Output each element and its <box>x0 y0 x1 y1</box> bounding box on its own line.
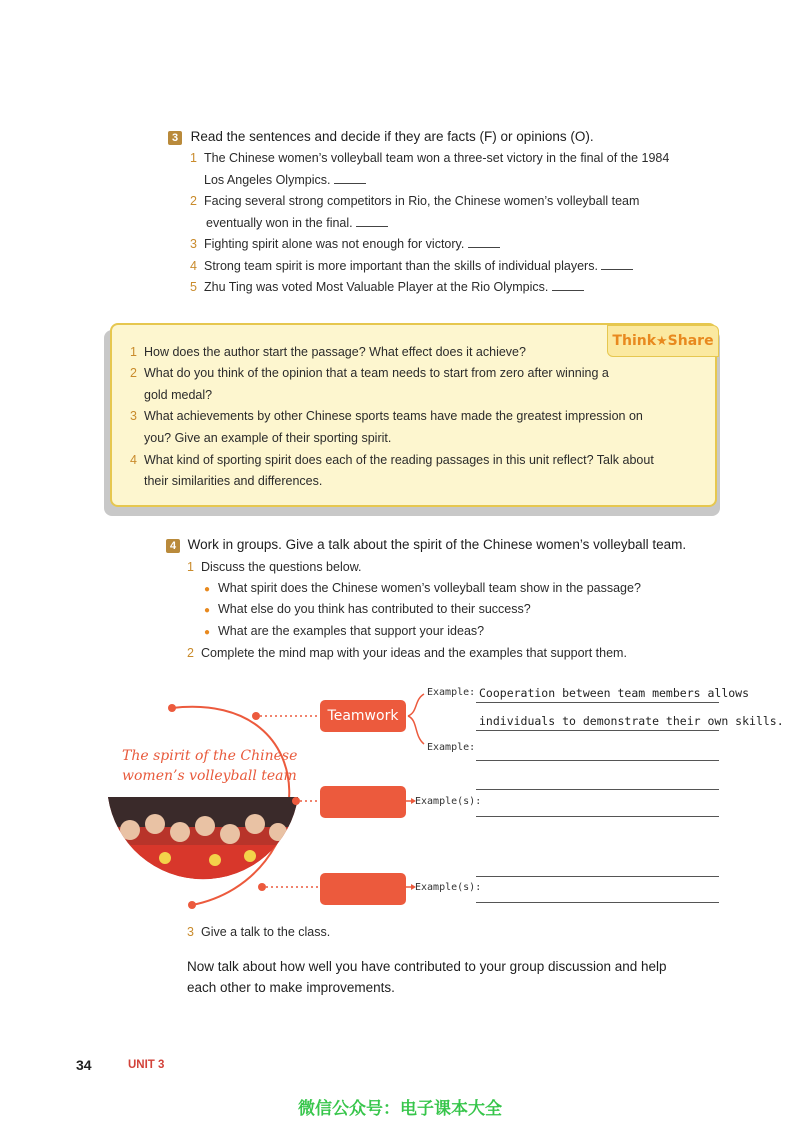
example-answer-line-2: individuals to demonstrate their own skills. <box>479 714 784 728</box>
fact-opinion-item-2-cont: eventually won in the final. <box>206 215 388 231</box>
bullet-1: ● What spirit does the Chinese women’s volleyball team show in the passage? <box>204 580 641 598</box>
answer-rule[interactable] <box>476 760 719 761</box>
bullet-icon: ● <box>204 584 211 595</box>
step-3: 3 Give a talk to the class. <box>187 925 331 939</box>
think-share-item-4-cont: their similarities and differences. <box>144 474 323 488</box>
fact-opinion-item-2: 2 Facing several strong competitors in Rio, the Chinese women’s volleyball team <box>190 194 640 208</box>
example-label: Example: <box>427 687 476 698</box>
blank-node-3[interactable] <box>320 873 406 905</box>
think-share-item-3-cont: you? Give an example of their sporting spirit. <box>144 431 392 445</box>
examples-label: Example(s): <box>415 882 482 893</box>
bullet-3: ● What are the examples that support your ideas? <box>204 623 484 641</box>
section-3-instruction: Read the sentences and decide if they are facts (F) or opinions (O). <box>190 129 594 144</box>
think-share-item-1: 1 How does the author start the passage? What effect does it achieve? <box>130 345 526 359</box>
answer-rule[interactable] <box>476 876 719 877</box>
teamwork-node: Teamwork <box>320 700 406 732</box>
mind-map-center-title: The spirit of the Chinese women’s volleyball team <box>122 748 298 784</box>
blank-node-2[interactable] <box>320 786 406 818</box>
answer-rule[interactable] <box>476 816 719 817</box>
section-4-instruction: Work in groups. Give a talk about the spirit of the Chinese women’s volleyball team. <box>187 537 687 552</box>
think-share-item-2-cont: gold medal? <box>144 388 213 402</box>
step-1: 1 Discuss the questions below. <box>187 560 362 574</box>
bullet-icon: ● <box>204 605 211 616</box>
answer-rule <box>476 730 719 731</box>
bullet-icon: ● <box>204 627 211 638</box>
answer-rule <box>476 702 719 703</box>
fact-opinion-item-1: 1 The Chinese women’s volleyball team won a three-set victory in the final of the 1984 <box>190 151 670 165</box>
example-answer-line-1: Cooperation between team members allows <box>479 686 750 700</box>
section-4-badge: 4 <box>166 539 180 553</box>
team-photo <box>108 797 298 900</box>
lightbulb-icon: ★ <box>656 334 668 349</box>
fact-opinion-item-4: 4 Strong team spirit is more important than the skills of individual players. <box>190 258 633 274</box>
examples-label: Example(s): <box>415 796 482 807</box>
fact-opinion-item-3: 3 Fighting spirit alone was not enough for victory. <box>190 236 500 252</box>
answer-rule[interactable] <box>476 902 719 903</box>
fact-opinion-item-5: 5 Zhu Ting was voted Most Valuable Player at the Rio Olympics. <box>190 279 584 295</box>
think-share-item-3: 3 What achievements by other Chinese sports teams have made the greatest impression on <box>130 409 643 423</box>
watermark-text: 微信公众号：电子课本大全 <box>298 1099 502 1119</box>
bullet-2: ● What else do you think has contributed to their success? <box>204 601 531 619</box>
closing-instruction: Now talk about how well you have contributed to your group discussion and help each other to make improvements. <box>187 959 667 995</box>
example-label: Example: <box>427 742 476 753</box>
unit-label: UNIT 3 <box>128 1059 165 1071</box>
answer-rule[interactable] <box>476 789 719 790</box>
think-share-tag: Think★Share <box>607 325 719 357</box>
fact-opinion-item-1-cont: Los Angeles Olympics. <box>204 172 366 188</box>
step-2: 2 Complete the mind map with your ideas and the examples that support them. <box>187 646 627 660</box>
section-3-badge: 3 <box>168 131 182 145</box>
page-number: 34 <box>76 1057 92 1073</box>
think-share-item-2: 2 What do you think of the opinion that a team needs to start from zero after winning a <box>130 366 609 380</box>
think-share-item-4: 4 What kind of sporting spirit does each of the reading passages in this unit reflect? Talk about <box>130 453 654 467</box>
